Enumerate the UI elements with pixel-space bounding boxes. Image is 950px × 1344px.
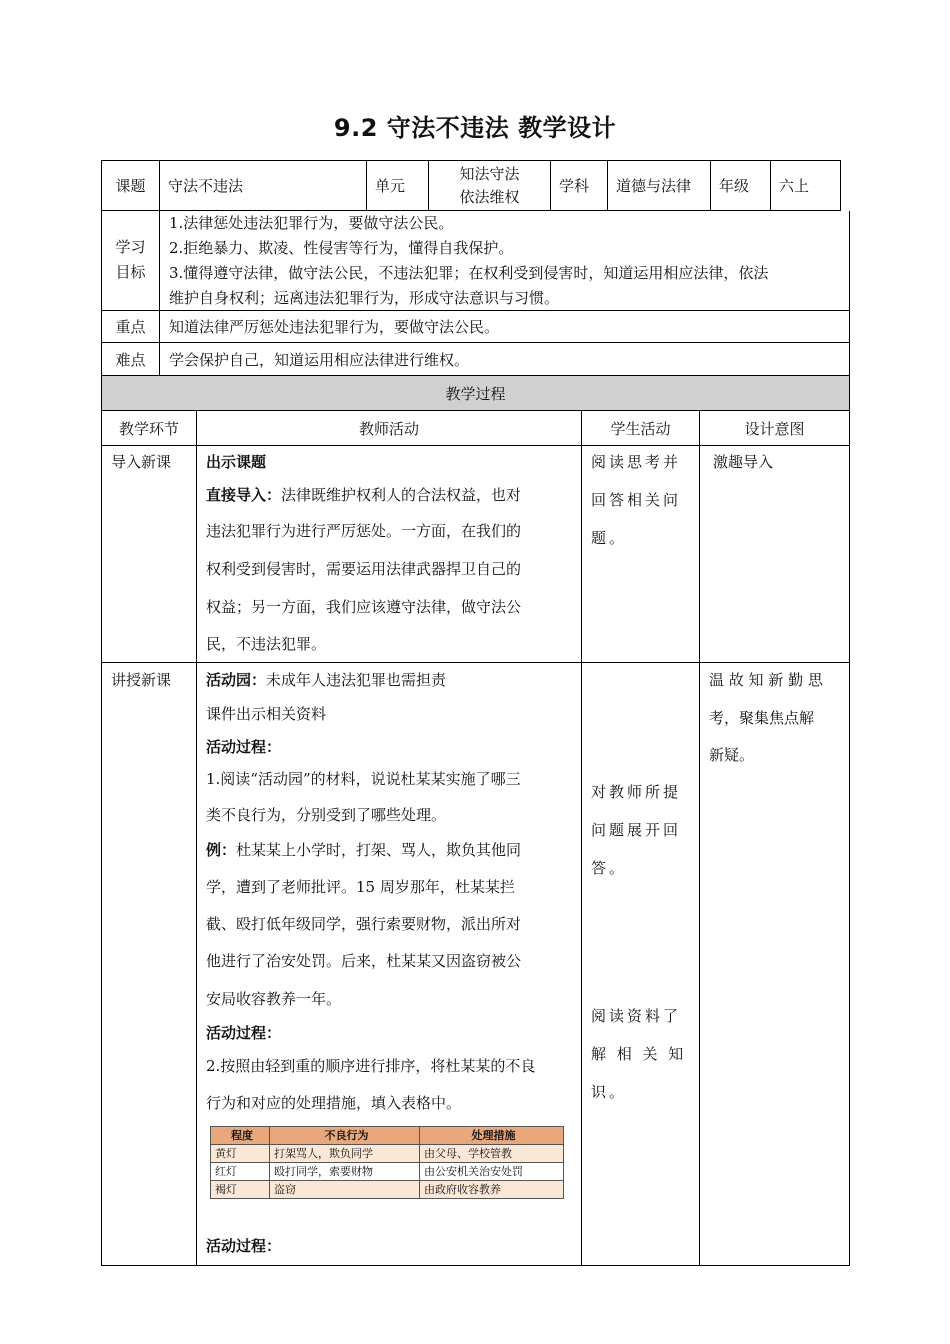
student-b-line-3: 识。 <box>591 1083 628 1101</box>
grid-line <box>101 662 850 663</box>
example-line-1 <box>206 839 521 860</box>
grid-line <box>581 446 582 1266</box>
unit-label: 单元 <box>366 160 428 211</box>
objectives-label-line1: 学习 <box>115 238 146 256</box>
example-line-2: 学，遭到了老师批评。15 周岁那年，杜某某拦 <box>206 878 515 896</box>
intro-student-line-2: 回答相关问 <box>591 491 682 509</box>
q2-line-2: 行为和对应的处理措施，填入表格中。 <box>206 1094 462 1112</box>
key-point-text: 知道法律严厉惩处违法犯罪行为，要做守法公民。 <box>159 311 850 343</box>
intro-teacher-line-4: 权益；另一方面，我们应该遵守法律，做守法公 <box>206 598 522 616</box>
process-header: 教学过程 <box>101 376 850 411</box>
mini-cell: 红灯 <box>211 1163 270 1181</box>
example-line-4: 他进行了治安处罚。后来，杜某某又因盗窃被公 <box>206 952 522 970</box>
grid-line <box>196 446 197 1266</box>
mini-cell: 由政府收容教养 <box>420 1181 564 1199</box>
table-row <box>211 1163 564 1181</box>
student-b-line-1: 阅读资料了 <box>591 1007 682 1025</box>
difficulty-text: 学会保护自己，知道运用相应法律进行维权。 <box>159 343 850 376</box>
mini-cell: 由公安机关治安处罚 <box>420 1163 564 1181</box>
table-row <box>211 1145 564 1163</box>
col-student: 学生活动 <box>581 411 699 446</box>
example-line-5: 安局收容教养一年。 <box>206 990 342 1008</box>
example-line-3: 截、殴打低年级同学，强行索要财物，派出所对 <box>206 915 522 933</box>
teach-intent-line-1: 温 故 知 新 勤 思 <box>709 671 823 689</box>
difficulty-label: 难点 <box>101 343 159 376</box>
mini-header-behavior: 不良行为 <box>270 1127 420 1145</box>
intro-teacher-line-2: 违法犯罪行为进行严厉惩处。一方面，在我们的 <box>206 522 522 540</box>
intro-teacher-line-5: 民，不违法犯罪。 <box>206 635 327 653</box>
grid-line <box>101 1265 850 1266</box>
activity-lead: 活动园： <box>206 671 267 689</box>
grid-line <box>101 446 102 1266</box>
topic-label: 课题 <box>101 160 159 211</box>
activity-heading <box>206 669 446 690</box>
subject-label: 学科 <box>550 160 607 211</box>
mini-table-header <box>211 1127 564 1145</box>
q2-line-1: 2.按照由轻到重的顺序进行排序，将杜某某的不良 <box>206 1057 536 1075</box>
intro-student-line-3: 题。 <box>591 529 628 547</box>
mini-header-measure: 处理措施 <box>420 1127 564 1145</box>
objectives-label <box>101 211 159 311</box>
mini-cell: 殴打同学，索要财物 <box>270 1163 420 1181</box>
process-label-1: 活动过程： <box>206 738 282 756</box>
unit-value-line2: 依法维权 <box>459 188 520 206</box>
teach-intent-line-2: 考，聚集焦点解 <box>709 709 815 727</box>
objective-line-2: 2.拒绝暴力、欺凌、性侵害等行为，懂得自我保护。 <box>169 239 514 257</box>
col-intent: 设计意图 <box>699 411 850 446</box>
student-a-line-3: 答。 <box>591 859 628 877</box>
intro-teacher-line-3: 权利受到侵害时，需要运用法律武器捍卫自己的 <box>206 560 522 578</box>
teach-stage: 讲授新课 <box>111 671 172 689</box>
subject-value: 道德与法律 <box>607 160 710 211</box>
student-a-line-1: 对教师所提 <box>591 783 682 801</box>
courseware-line: 课件出示相关资料 <box>206 705 327 723</box>
unit-value-line1: 知法守法 <box>459 165 520 183</box>
key-point-label: 重点 <box>101 311 159 343</box>
intro-stage: 导入新课 <box>111 453 172 471</box>
student-b-line-2: 解 相 关 知 <box>591 1045 687 1063</box>
grid-line <box>849 446 850 1266</box>
objectives-label-line2: 目标 <box>115 263 146 281</box>
q1-line-1: 1.阅读“活动园”的材料，说说杜某某实施了哪三 <box>206 770 521 788</box>
objectives-content <box>159 211 850 311</box>
mini-cell: 黄灯 <box>211 1145 270 1163</box>
col-teacher: 教师活动 <box>196 411 581 446</box>
topic-value: 守法不违法 <box>159 160 366 211</box>
mini-header-degree: 程度 <box>211 1127 270 1145</box>
mini-cell: 盗窃 <box>270 1181 420 1199</box>
mini-cell: 褐灯 <box>211 1181 270 1199</box>
teach-intent-line-3: 新疑。 <box>709 746 755 764</box>
activity-title: 未成年人违法犯罪也需担责 <box>266 671 447 689</box>
example-lead: 例： <box>206 841 237 859</box>
table-row <box>211 1181 564 1199</box>
objective-line-1: 1.法律惩处违法犯罪行为，要做守法公民。 <box>169 214 454 232</box>
intro-lead: 直接导入： <box>206 486 282 504</box>
grid-line <box>699 446 700 1266</box>
unit-value <box>428 160 550 211</box>
mini-cell: 由父母、学校管教 <box>420 1145 564 1163</box>
intro-line-1-text: 法律既维护权利人的合法权益，也对 <box>281 486 522 504</box>
process-label-3: 活动过程： <box>206 1237 282 1255</box>
example-line-1-text: 杜某某上小学时，打架、骂人，欺负其他同 <box>236 841 522 859</box>
intro-teacher-title: 出示课题 <box>206 453 267 471</box>
objective-line-3: 3.懂得遵守法律，做守法公民，不违法犯罪；在权利受到侵害时，知道运用相应法律，依法 <box>169 264 769 282</box>
intro-intent: 激趣导入 <box>713 453 774 471</box>
grade-label: 年级 <box>710 160 770 211</box>
mini-cell: 打架骂人，欺负同学 <box>270 1145 420 1163</box>
col-stage: 教学环节 <box>101 411 196 446</box>
grade-value: 六上 <box>770 160 841 211</box>
behavior-table <box>210 1126 564 1196</box>
student-a-line-2: 问题展开回 <box>591 821 682 839</box>
process-label-2: 活动过程： <box>206 1024 282 1042</box>
objective-line-4: 维护自身权利；远离违法犯罪行为，形成守法意识与习惯。 <box>169 289 560 307</box>
page-title: 9.2 守法不违法 教学设计 <box>333 114 617 142</box>
q1-line-2: 类不良行为，分别受到了哪些处理。 <box>206 806 447 824</box>
intro-student-line-1: 阅读思考并 <box>591 453 682 471</box>
intro-teacher-line-1 <box>206 484 521 505</box>
